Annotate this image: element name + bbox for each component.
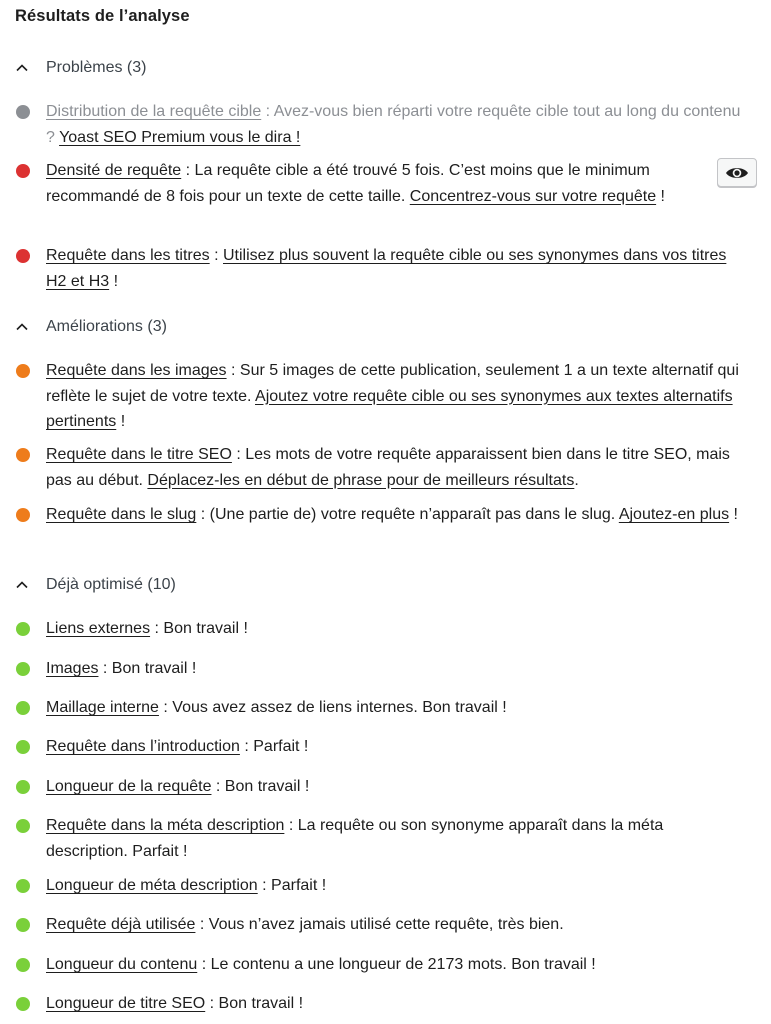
assessment-link[interactable]: Images [46, 660, 99, 677]
list-item [46, 774, 746, 800]
eye-icon [725, 165, 749, 181]
status-bullet-green [16, 740, 30, 754]
status-bullet-orange [16, 364, 30, 378]
assessment-text: : Bon travail ! [205, 995, 304, 1012]
status-bullet-green [16, 622, 30, 636]
assessment-link[interactable]: Longueur de la requête [46, 778, 212, 795]
assessment-link[interactable]: Longueur de méta description [46, 877, 258, 894]
list-item [46, 656, 746, 682]
assessment-suffix: ! [116, 413, 126, 430]
assessment-suffix: ! [109, 272, 119, 290]
status-bullet-grey [16, 105, 30, 119]
assessment-text: : Vous n’avez jamais utilisé cette requête, très bien. [195, 916, 564, 933]
status-bullet-green [16, 958, 30, 972]
list-item [46, 813, 746, 864]
chevron-up-icon [15, 57, 37, 79]
fix-link[interactable]: Concentrez-vous sur votre requête [409, 187, 657, 205]
list-item [46, 734, 746, 760]
status-bullet-green [16, 701, 30, 715]
section-label: Améliorations (3) [46, 318, 167, 335]
assessment-link[interactable]: Longueur de titre SEO [46, 995, 206, 1012]
assessment-text: : (Une partie de) votre requête n’apparaît pas dans le slug. [196, 506, 619, 523]
assessment-text: : Bon travail ! [98, 660, 197, 677]
list-item [46, 243, 746, 294]
assessment-text: : Le contenu a une longueur de 2173 mots. Bon travail ! [197, 956, 596, 973]
status-bullet-green [16, 819, 30, 833]
status-bullet-green [16, 997, 30, 1011]
fix-link[interactable]: Déplacez-les en début de phrase pour de meilleurs résultats [147, 471, 575, 489]
list-item [46, 912, 746, 938]
assessment-text: : Bon travail ! [211, 778, 310, 795]
assessment-link[interactable]: Requête déjà utilisée [46, 916, 196, 933]
section-toggle-problems[interactable] [15, 57, 146, 79]
chevron-up-icon [15, 316, 37, 338]
assessment-link[interactable]: Liens externes [46, 620, 151, 637]
panel-title: Résultats de l’analyse [15, 7, 190, 25]
status-bullet-red [16, 249, 30, 263]
status-bullet-orange [16, 448, 30, 462]
list-item [46, 502, 746, 528]
assessment-text: : Avez-vous bien réparti votre requête cible tout au long du contenu ? [46, 103, 741, 146]
assessment-link[interactable]: Maillage interne [46, 699, 159, 716]
list-item [46, 442, 746, 493]
list-item [46, 695, 746, 721]
status-bullet-orange [16, 508, 30, 522]
assessment-suffix: ! [656, 187, 665, 205]
assessment-link[interactable]: Densité de requête [46, 162, 182, 179]
list-item [46, 952, 746, 978]
assessment-link[interactable]: Requête dans les images [46, 362, 227, 379]
assessment-link[interactable]: Requête dans la méta description [46, 817, 285, 834]
section-label: Problèmes (3) [46, 59, 147, 76]
list-item [46, 616, 746, 642]
section-toggle-good[interactable] [15, 574, 176, 596]
assessment-suffix: ! [729, 506, 738, 523]
assessment-link[interactable]: Requête dans les titres [46, 247, 210, 264]
section-toggle-improvements[interactable] [15, 316, 167, 338]
fix-link[interactable]: Utilisez plus souvent la requête cible ou ses synonymes dans vos titres H2 et H3 [46, 247, 727, 290]
fix-link[interactable]: Ajoutez-en plus [618, 506, 730, 523]
assessment-link[interactable]: Longueur du contenu [46, 956, 198, 973]
chevron-up-icon [15, 574, 37, 596]
assessment-text: : Bon travail ! [150, 620, 248, 637]
assessment-link[interactable]: Requête dans le titre SEO [46, 446, 232, 463]
assessment-suffix: . [574, 471, 579, 489]
assessment-text: : Parfait ! [257, 877, 327, 894]
status-bullet-green [16, 780, 30, 794]
status-bullet-red [16, 164, 30, 178]
list-item [46, 873, 746, 899]
status-bullet-green [16, 879, 30, 893]
list-item [46, 99, 746, 150]
list-item [46, 358, 746, 435]
list-item [46, 991, 746, 1017]
premium-cta-link[interactable]: Yoast SEO Premium vous le dira ! [59, 128, 301, 146]
assessment-text: : La requête cible a été trouvé 5 fois. C’est moins que le minimum recommandé de 8 fois pour un texte de cette taille. [46, 162, 650, 205]
list-item [46, 158, 696, 209]
assessment-text: : La requête ou son synonyme apparaît dans la méta description. Parfait ! [46, 817, 664, 860]
assessment-text: : Les mots de votre requête apparaissent bien dans le titre SEO, mais pas au début. [46, 446, 730, 489]
highlight-eye-button[interactable] [717, 158, 757, 187]
assessment-text: : Parfait ! [239, 738, 309, 755]
fix-link[interactable]: Ajoutez votre requête cible ou ses synonymes aux textes alternatifs pertinents [46, 387, 733, 430]
assessment-text: : Vous avez assez de liens internes. Bon travail ! [158, 699, 507, 716]
assessment-text: : Sur 5 images de cette publication, seulement 1 a un texte alternatif qui reflète le sujet de votre texte. [46, 362, 739, 405]
section-label: Déjà optimisé (10) [46, 576, 176, 593]
assessment-text: : [209, 247, 223, 264]
assessment-link[interactable]: Distribution de la requête cible [46, 103, 262, 120]
status-bullet-green [16, 662, 30, 676]
assessment-link[interactable]: Requête dans l’introduction [46, 738, 240, 755]
status-bullet-green [16, 918, 30, 932]
assessment-link[interactable]: Requête dans le slug [46, 506, 197, 523]
